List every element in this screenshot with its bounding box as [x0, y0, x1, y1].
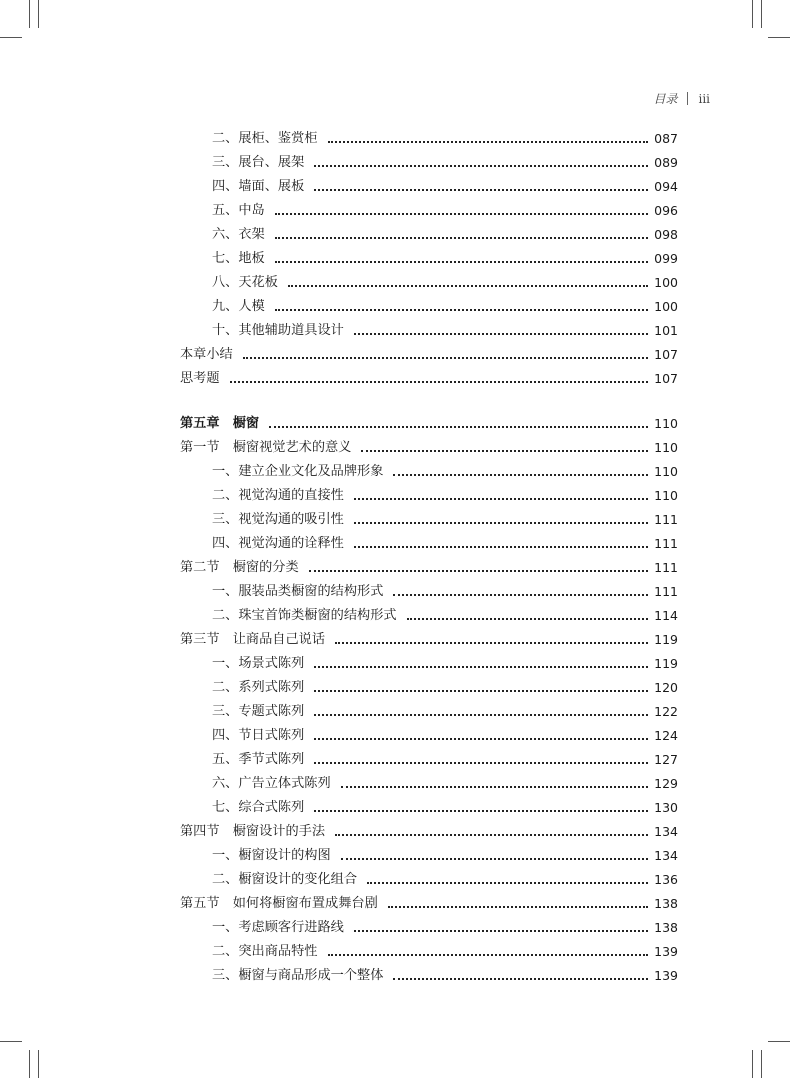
toc-entry-label: 二、展柜、鉴赏柜: [212, 131, 318, 146]
crop-mark-top-right-v2: [761, 0, 762, 28]
toc-entry-label: 三、展台、展架: [212, 155, 305, 170]
toc-entry-page-number: 107: [654, 347, 678, 362]
toc-entry-label: 第二节 橱窗的分类: [180, 560, 299, 575]
crop-mark-top-right-h: [768, 37, 790, 38]
dot-leader: [354, 929, 648, 932]
dot-leader: [354, 521, 648, 524]
toc-subsection-entry[interactable]: [180, 723, 678, 745]
toc-entry-label: 四、节日式陈列: [212, 728, 305, 743]
dot-leader: [314, 188, 648, 191]
toc-entry-label: 九、人模: [212, 299, 265, 314]
toc-subsection-entry[interactable]: [180, 459, 678, 481]
toc-entry-page-number: 111: [654, 584, 678, 599]
toc-section-entry[interactable]: [180, 435, 678, 457]
toc-entry-label: 三、专题式陈列: [212, 704, 305, 719]
toc-entry-page-number: 139: [654, 968, 678, 983]
toc-section-entry[interactable]: [180, 555, 678, 577]
dot-leader: [328, 140, 649, 143]
toc-entry-page-number: 134: [654, 824, 678, 839]
toc-entry-page-number: 129: [654, 776, 678, 791]
toc-entry-page-number: 119: [654, 656, 678, 671]
toc-entry-page-number: 110: [654, 416, 678, 431]
toc-subsection-entry[interactable]: [180, 531, 678, 553]
toc-entry-page-number: 111: [654, 512, 678, 527]
toc-entry-page-number: 098: [654, 227, 678, 242]
toc-entry-label: 一、场景式陈列: [212, 656, 305, 671]
toc-section-entry[interactable]: [180, 627, 678, 649]
toc-entry-page-number: 096: [654, 203, 678, 218]
toc-subsection-entry[interactable]: [180, 867, 678, 889]
dot-leader: [314, 809, 648, 812]
toc-subsection-entry[interactable]: [180, 603, 678, 625]
toc-section-entry[interactable]: [180, 819, 678, 841]
toc-entry-label: 三、橱窗与商品形成一个整体: [212, 968, 384, 983]
toc-entry-page-number: 138: [654, 896, 678, 911]
dot-leader: [309, 569, 648, 572]
toc-section-entry[interactable]: [180, 342, 678, 364]
dot-leader: [388, 905, 648, 908]
toc-entry-page-number: 089: [654, 155, 678, 170]
toc-subsection-entry[interactable]: [180, 963, 678, 985]
dot-leader: [314, 713, 648, 716]
toc-entry-page-number: 110: [654, 488, 678, 503]
toc-entry-page-number: 114: [654, 608, 678, 623]
toc-subsection-entry[interactable]: [180, 771, 678, 793]
toc-entry-label: 一、服装品类橱窗的结构形式: [212, 584, 384, 599]
toc-subsection-entry[interactable]: [180, 198, 678, 220]
toc-entry-page-number: 094: [654, 179, 678, 194]
toc-entry-label: 三、视觉沟通的吸引性: [212, 512, 344, 527]
toc-subsection-entry[interactable]: [180, 150, 678, 172]
toc-subsection-entry[interactable]: [180, 270, 678, 292]
toc-entry-page-number: 134: [654, 848, 678, 863]
toc-entry-page-number: 138: [654, 920, 678, 935]
running-header: [653, 90, 710, 107]
toc-subsection-entry[interactable]: [180, 843, 678, 865]
dot-leader: [335, 833, 648, 836]
toc-entry-page-number: 087: [654, 131, 678, 146]
toc-entry-label: 六、广告立体式陈列: [212, 776, 331, 791]
toc-chapter-entry[interactable]: [180, 411, 678, 433]
toc-entry-label: 二、珠宝首饰类橱窗的结构形式: [212, 608, 397, 623]
toc-entry-label: 四、墙面、展板: [212, 179, 305, 194]
toc-entry-label: 第三节 让商品自己说话: [180, 632, 326, 647]
crop-mark-bottom-left-v2: [38, 1050, 39, 1078]
toc-subsection-entry[interactable]: [180, 675, 678, 697]
header-page-number: iii: [698, 91, 710, 106]
toc-entry-label: 六、衣架: [212, 227, 265, 242]
crop-mark-top-right-v: [752, 0, 753, 28]
crop-mark-bottom-right-v: [752, 1050, 753, 1078]
toc-entry-page-number: 099: [654, 251, 678, 266]
toc-subsection-entry[interactable]: [180, 651, 678, 673]
crop-mark-top-left-h: [0, 37, 22, 38]
toc-entry-label: 二、突出商品特性: [212, 944, 318, 959]
toc-entry-page-number: 110: [654, 440, 678, 455]
dot-leader: [269, 425, 648, 428]
toc-entry-page-number: 100: [654, 275, 678, 290]
dot-leader: [314, 737, 648, 740]
toc-entry-page-number: 130: [654, 800, 678, 815]
toc-entry-label: 第五节 如何将橱窗布置成舞台剧: [180, 896, 378, 911]
toc-entry-label: 第五章 橱窗: [180, 416, 260, 431]
toc-entry-page-number: 127: [654, 752, 678, 767]
toc-entry-page-number: 107: [654, 371, 678, 386]
dot-leader: [243, 356, 648, 359]
toc-subsection-entry[interactable]: [180, 507, 678, 529]
dot-leader: [354, 545, 648, 548]
toc-entry-label: 本章小结: [180, 347, 233, 362]
toc-entry-label: 第一节 橱窗视觉艺术的意义: [180, 440, 352, 455]
crop-mark-bottom-left-v: [29, 1050, 30, 1078]
toc-entry-page-number: 139: [654, 944, 678, 959]
dot-leader: [354, 332, 648, 335]
dot-leader: [341, 785, 648, 788]
header-title: 目录: [653, 92, 678, 106]
toc-entry-label: 八、天花板: [212, 275, 278, 290]
toc-entry-label: 一、考虑顾客行进路线: [212, 920, 344, 935]
dot-leader: [361, 449, 648, 452]
toc-subsection-entry[interactable]: [180, 222, 678, 244]
toc-entry-page-number: 124: [654, 728, 678, 743]
dot-leader: [341, 857, 648, 860]
dot-leader: [393, 473, 648, 476]
toc-section-entry[interactable]: [180, 366, 678, 388]
dot-leader: [354, 497, 648, 500]
toc-subsection-entry[interactable]: [180, 747, 678, 769]
toc-entry-label: 五、中岛: [212, 203, 265, 218]
toc-entry-label: 十、其他辅助道具设计: [212, 323, 344, 338]
toc-subsection-entry[interactable]: [180, 699, 678, 721]
toc-subsection-entry[interactable]: [180, 915, 678, 937]
toc-subsection-entry[interactable]: [180, 579, 678, 601]
toc-entry-label: 一、橱窗设计的构图: [212, 848, 331, 863]
toc-entry-page-number: 111: [654, 536, 678, 551]
crop-mark-bottom-right-v2: [761, 1050, 762, 1078]
dot-leader: [407, 617, 649, 620]
toc-subsection-entry[interactable]: [180, 174, 678, 196]
toc-entry-label: 一、建立企业文化及品牌形象: [212, 464, 384, 479]
toc-entry-page-number: 100: [654, 299, 678, 314]
dot-leader: [314, 761, 648, 764]
toc-section-entry[interactable]: [180, 891, 678, 913]
toc-entry-label: 第四节 橱窗设计的手法: [180, 824, 326, 839]
toc-entry-page-number: 119: [654, 632, 678, 647]
dot-leader: [275, 308, 648, 311]
dot-leader: [288, 284, 648, 287]
toc-entry-label: 二、视觉沟通的直接性: [212, 488, 344, 503]
toc-subsection-entry[interactable]: [180, 939, 678, 961]
dot-leader: [275, 212, 648, 215]
crop-mark-top-left-v2: [38, 0, 39, 28]
dot-leader: [230, 380, 649, 383]
toc-entry-page-number: 136: [654, 872, 678, 887]
toc-entry-label: 二、橱窗设计的变化组合: [212, 872, 358, 887]
toc-subsection-entry[interactable]: [180, 294, 678, 316]
toc-entry-label: 七、综合式陈列: [212, 800, 305, 815]
toc-entry-page-number: 111: [654, 560, 678, 575]
crop-mark-bottom-right-h: [768, 1041, 790, 1042]
dot-leader: [335, 641, 648, 644]
dot-leader: [314, 164, 648, 167]
dot-leader: [314, 665, 648, 668]
dot-leader: [393, 593, 648, 596]
dot-leader: [393, 977, 648, 980]
toc-subsection-entry[interactable]: [180, 318, 678, 340]
dot-leader: [367, 881, 648, 884]
toc-entry-page-number: 110: [654, 464, 678, 479]
crop-mark-bottom-left-h: [0, 1041, 22, 1042]
toc-entry-label: 七、地板: [212, 251, 265, 266]
toc-entry-page-number: 122: [654, 704, 678, 719]
dot-leader: [275, 260, 648, 263]
toc-entry-label: 思考题: [180, 371, 220, 386]
crop-mark-top-left-v: [29, 0, 30, 28]
dot-leader: [314, 689, 648, 692]
toc-subsection-entry[interactable]: [180, 126, 678, 148]
toc-entry-page-number: 101: [654, 323, 678, 338]
dot-leader: [328, 953, 649, 956]
toc-entry-label: 五、季节式陈列: [212, 752, 305, 767]
header-separator: [687, 92, 688, 105]
toc-subsection-entry[interactable]: [180, 246, 678, 268]
toc-subsection-entry[interactable]: [180, 483, 678, 505]
toc-subsection-entry[interactable]: [180, 795, 678, 817]
toc-entry-label: 二、系列式陈列: [212, 680, 305, 695]
toc-entry-label: 四、视觉沟通的诠释性: [212, 536, 344, 551]
toc-entry-page-number: 120: [654, 680, 678, 695]
dot-leader: [275, 236, 648, 239]
